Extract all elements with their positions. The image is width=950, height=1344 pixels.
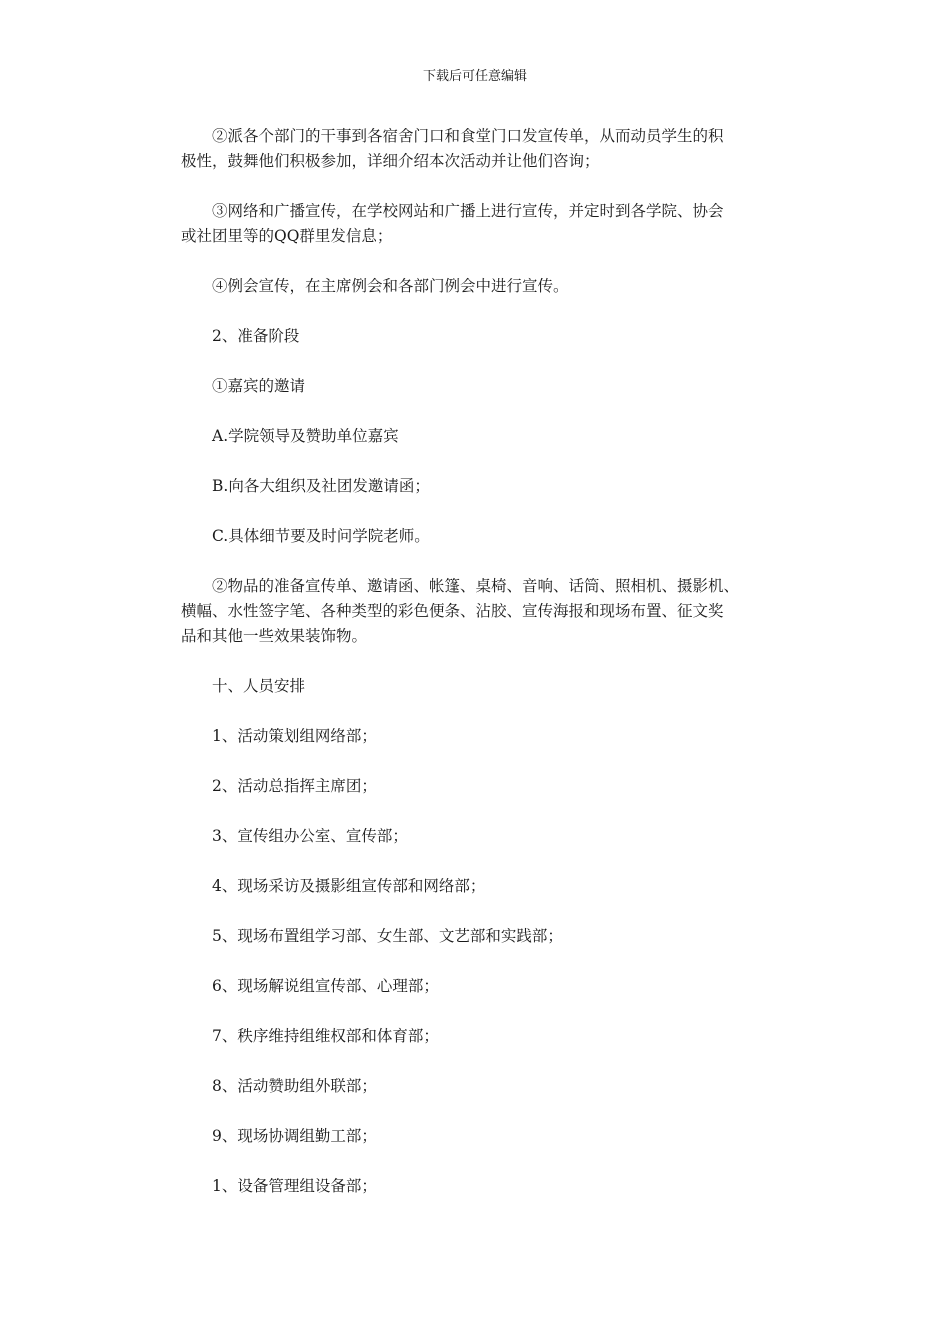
list-item — [181, 1074, 771, 1099]
text-line: C.具体细节要及时问学院老师。 — [212, 527, 430, 545]
text-line: 横幅、水性签字笔、各种类型的彩色便条、沾胶、宣传海报和现场布置、征文奖 — [181, 602, 724, 620]
text-line: 2、活动总指挥主席团； — [212, 777, 377, 795]
text-line: ①嘉宾的邀请 — [212, 377, 306, 395]
text-line: ③网络和广播宣传，在学校网站和广播上进行宣传，并定时到各学院、协会 — [212, 202, 724, 220]
text-line: ②物品的准备宣传单、邀请函、帐篷、桌椅、音响、话筒、照相机、摄影机、 — [212, 577, 740, 595]
list-item — [181, 874, 771, 899]
paragraph — [181, 199, 771, 249]
text-line: ②派各个部门的干事到各宿舍门口和食堂门口发宣传单，从而动员学生的积 — [212, 127, 724, 145]
text-line: A.学院领导及赞助单位嘉宾 — [212, 427, 399, 445]
text-line: 6、现场解说组宣传部、心理部； — [212, 977, 439, 995]
text-line: 4、现场采访及摄影组宣传部和网络部； — [212, 877, 486, 895]
paragraph — [181, 524, 771, 549]
paragraph — [181, 424, 771, 449]
paragraph — [181, 574, 771, 649]
paragraph — [181, 274, 771, 299]
list-item — [181, 1024, 771, 1049]
text-line: 3、宣传组办公室、宣传部； — [212, 827, 408, 845]
paragraph — [181, 124, 771, 174]
text-line: 品和其他一些效果装饰物。 — [181, 627, 368, 645]
page-header: 下载后可任意编辑 — [422, 69, 527, 84]
section-heading — [181, 674, 771, 699]
list-item — [181, 774, 771, 799]
text-line: 7、秩序维持组维权部和体育部； — [212, 1027, 439, 1045]
list-item — [181, 974, 771, 999]
text-line: 9、现场协调组勤工部； — [212, 1127, 377, 1145]
text-line: 8、活动赞助组外联部； — [212, 1077, 377, 1095]
text-line: 十、人员安排 — [212, 677, 306, 695]
text-line: 1、设备管理组设备部； — [212, 1177, 377, 1195]
list-item — [181, 724, 771, 749]
text-line: 极性，鼓舞他们积极参加，详细介绍本次活动并让他们咨询； — [181, 152, 600, 170]
paragraph — [181, 374, 771, 399]
text-line: 2、准备阶段 — [212, 327, 300, 345]
text-line: 1、活动策划组网络部； — [212, 727, 377, 745]
list-item — [181, 1124, 771, 1149]
text-line: ④例会宣传，在主席例会和各部门例会中进行宣传。 — [212, 277, 569, 295]
text-line: B.向各大组织及社团发邀请函； — [212, 477, 430, 495]
list-item — [181, 1174, 771, 1199]
list-item — [181, 824, 771, 849]
text-line: 或社团里等的QQ群里发信息； — [181, 227, 393, 245]
paragraph — [181, 474, 771, 499]
section-heading — [181, 324, 771, 349]
document-body — [181, 124, 771, 1199]
list-item — [181, 924, 771, 949]
text-line: 5、现场布置组学习部、女生部、文艺部和实践部； — [212, 927, 563, 945]
